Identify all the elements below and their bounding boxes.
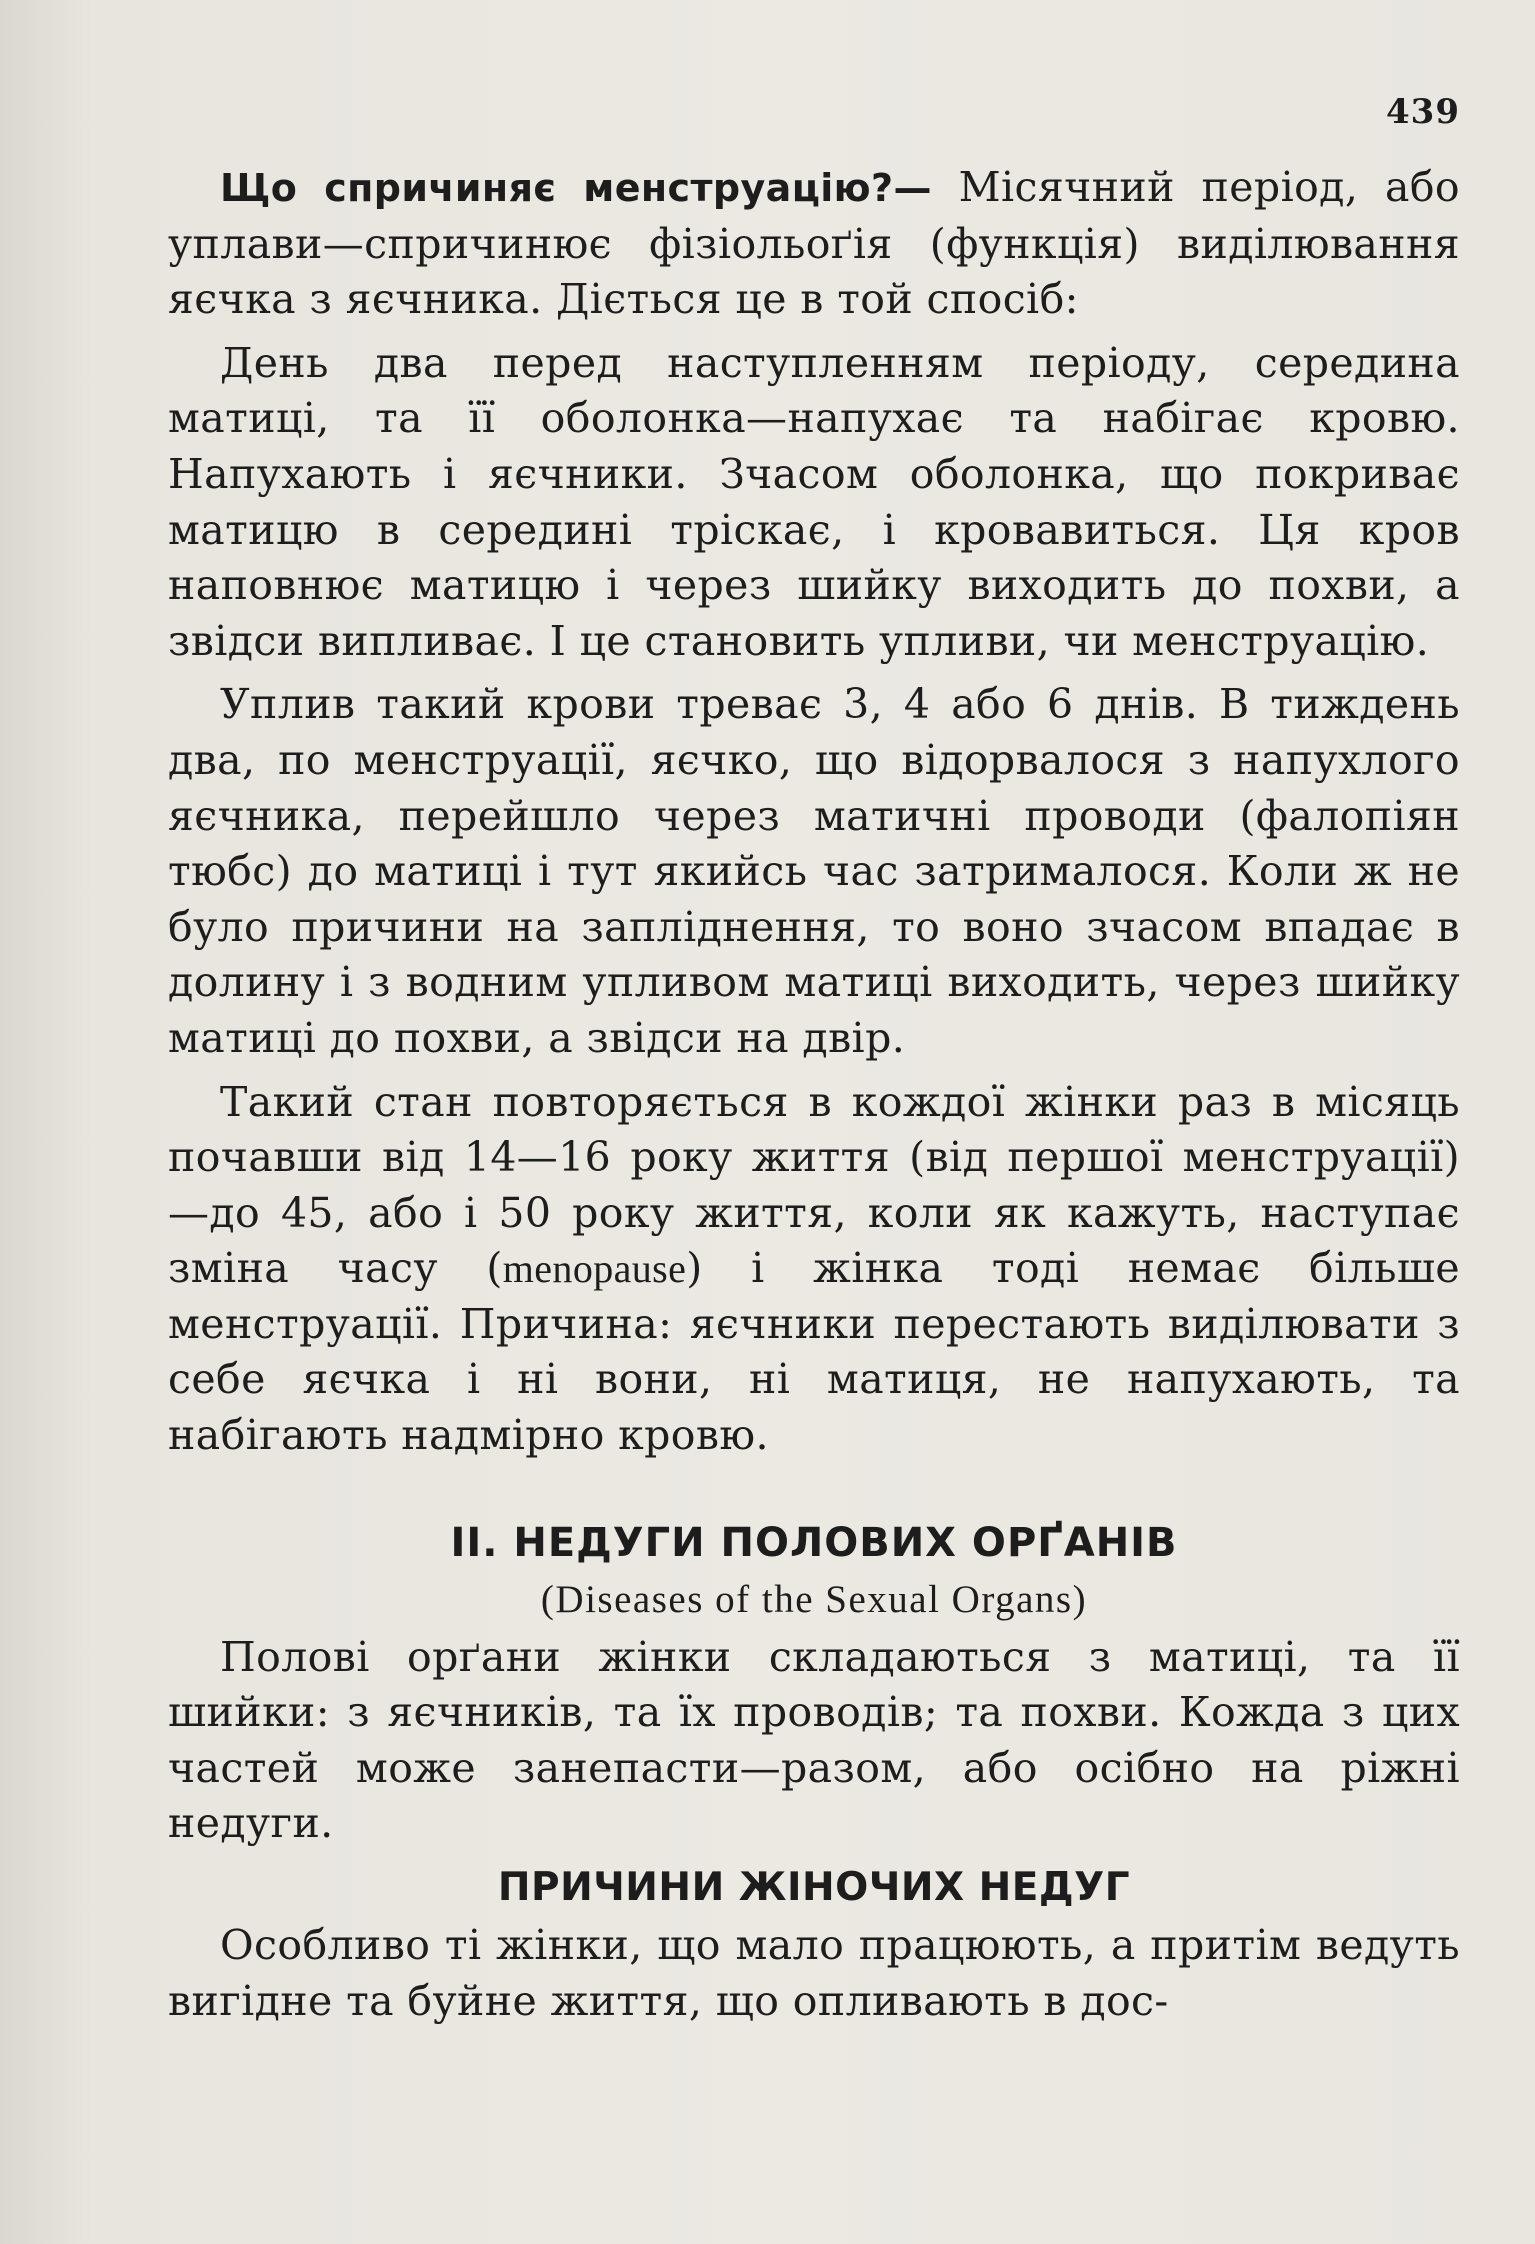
page-number: 439 — [1386, 92, 1460, 132]
latin-term: menopause — [502, 1246, 687, 1292]
paragraph-causes: Особливо ті жінки, що мало працюють, а притім ведуть вигідне та буйне життя, що опливають в дос- — [168, 1921, 1460, 2025]
paragraph-menstruation-cycle — [168, 1075, 1460, 1464]
paragraph-menstruation-cause — [168, 160, 1460, 328]
paragraph-sexual-organs: Полові орґани жінки складаються з матиці, та її шийки: з яєчників, та їх проводів; та похви. Кожда з цих частей може занепасти—разом, або осібно на ріжні недуги. — [168, 1632, 1460, 1848]
page-body — [168, 160, 1460, 2037]
section-title-diseases: II. НЕДУГИ ПОЛОВИХ ОРҐАНІВ — [450, 1519, 1178, 1566]
paragraph-text: Такий стан повторяється в кождої жінки раз в місяць почавши від 14—16 року життя (від першої менструації)—до 45, або і 50 року життя, коли як кажуть, наступає зміна часу ( — [168, 1077, 1460, 1293]
paragraph-text: Місячний період, або уплави—спричинює фізіольоґія (функція) виділювання яєчка з яєчника. Діється це в той спосіб: — [168, 163, 1460, 324]
paragraph-menstruation-process: День два перед наступленням періоду, середина матиці, та її оболонка—напухає та набігає кровю. Напухають і яєчники. Зчасом оболонка, що покриває матицю в середині тріскає, і кровавиться. Ця кров наповнює матицю і через шийку виходить до похви, а звідси випливає. І це становить упливи, чи менструацію. — [168, 338, 1460, 665]
section-title-causes: ПРИЧИНИ ЖІНОЧИХ НЕДУГ — [497, 1865, 1131, 1911]
section-subtitle-english: (Diseases of the Sexual Organs) — [540, 1577, 1088, 1621]
paragraph-lead-question: Що спричиняє менструацію?— — [220, 166, 932, 210]
paragraph-text: ) і жінка тоді немає більше менструації. Причина: яєчники перестають виділювати з себе яєчка і ні вони, ні матиця, не напухають, та набігають надмірно кровю. — [168, 1244, 1461, 1460]
paragraph-menstruation-duration: Уплив такий крови треває 3, 4 або 6 днів. В тиждень два, по менструації, яєчко, що відорвалося з напухлого яєчника, перейшло через матичні проводи (фалопіян тюбс) до матиці і тут якийсь час затрималося. Коли ж не було причини на запліднення, то воно зчасом впадає в долину і з водним упливом матиці виходить, через шийку матиці до похви, а звідси на двір. — [168, 680, 1460, 1062]
